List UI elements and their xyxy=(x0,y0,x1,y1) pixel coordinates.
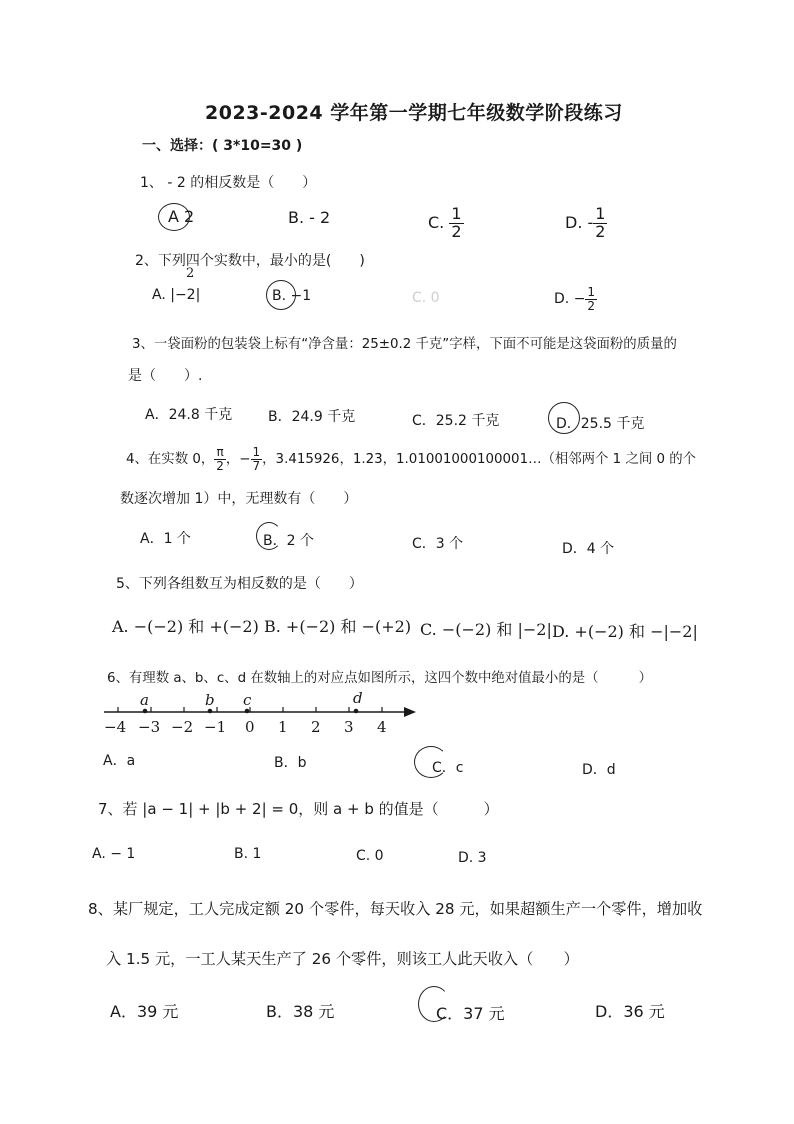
tick-label: −1 xyxy=(204,718,227,736)
tick-label: 2 xyxy=(311,718,321,736)
q7-option-a[interactable]: A. − 1 xyxy=(92,846,136,862)
q2-option-c[interactable]: C. 0 xyxy=(412,290,440,306)
point-label-c: c xyxy=(243,691,252,709)
q8-option-d[interactable]: D．36 元 xyxy=(595,1002,665,1021)
numerator: 1 xyxy=(252,445,261,459)
q7-option-b[interactable]: B. 1 xyxy=(234,846,262,862)
handwritten-mark: 2 xyxy=(186,266,195,281)
tick-label: −4 xyxy=(104,718,127,736)
q2-option-d[interactable] xyxy=(554,286,597,312)
page-title: 2023-2024 学年第一学期七年级数学阶段练习 xyxy=(205,102,623,124)
q4-option-d[interactable]: D．4 个 xyxy=(562,541,615,557)
minus-sign: - xyxy=(587,212,594,232)
q5-option-d[interactable]: D. +(−2) 和 −|−2| xyxy=(552,622,698,641)
point-d xyxy=(354,709,359,714)
point-label-d: d xyxy=(353,689,363,707)
q3-option-c[interactable]: C．25.2 千克 xyxy=(412,413,500,429)
q4-option-a[interactable]: A．1 个 xyxy=(140,531,191,547)
q6-option-c[interactable]: C．c xyxy=(432,760,464,776)
option-letter: C. xyxy=(428,212,445,232)
q4-stem-start: 4、在实数 0， xyxy=(126,452,215,468)
q4-stem xyxy=(126,446,696,472)
q2-stem: 2、下列四个实数中，最小的是( ) xyxy=(135,253,365,269)
fraction xyxy=(214,446,226,472)
q4-option-b[interactable]: B．2 个 xyxy=(263,533,314,549)
q3-option-d[interactable]: D．25.5 千克 xyxy=(556,416,645,432)
q8-stem-cont: 入 1.5 元，一工人某天生产了 26 个零件，则该工人此天收入（ ） xyxy=(106,950,579,968)
q1-option-d[interactable] xyxy=(565,206,607,241)
numerator: 1 xyxy=(587,285,596,299)
q8-option-b[interactable]: B．38 元 xyxy=(266,1002,335,1021)
q8-stem: 8、某厂规定，工人完成定额 20 个零件，每天收入 28 元，如果超额生产一个零件，增加收 xyxy=(88,900,703,918)
q1-option-a[interactable]: A 2 xyxy=(168,207,195,226)
axis-arrow xyxy=(404,707,416,717)
denominator: 2 xyxy=(595,221,606,241)
option-letter: D. xyxy=(554,291,570,308)
q4-option-c[interactable]: C．3 个 xyxy=(412,536,464,552)
q3-option-a[interactable]: A．24.8 千克 xyxy=(145,407,233,423)
q3-option-b[interactable]: B．24.9 千克 xyxy=(268,409,356,425)
q1-stem: 1、 - 2 的相反数是（ ） xyxy=(140,175,317,191)
q1-option-c[interactable] xyxy=(428,206,464,241)
minus-sign: − xyxy=(573,291,586,308)
fraction xyxy=(593,206,607,241)
tick-label: 4 xyxy=(377,718,387,736)
q4-stem-cont: 数逐次增加 1）中，无理数有（ ） xyxy=(120,491,358,507)
denominator: 7 xyxy=(252,458,261,473)
q1-option-b[interactable]: B. - 2 xyxy=(288,208,331,227)
fraction xyxy=(251,446,263,472)
q8-option-a[interactable]: A．39 元 xyxy=(110,1002,179,1021)
option-letter: D. xyxy=(565,212,583,232)
fraction xyxy=(585,286,597,312)
q3-stem-cont: 是（ ）. xyxy=(128,368,203,384)
q6-option-b[interactable]: B．b xyxy=(274,755,307,771)
q6-option-a[interactable]: A．a xyxy=(103,753,136,769)
q5-stem: 5、下列各组数互为相反数的是（ ） xyxy=(116,576,363,592)
denominator: 2 xyxy=(451,221,462,241)
q6-stem: 6、有理数 a、b、c、d 在数轴上的对应点如图所示，这四个数中绝对值最小的是（ ） xyxy=(107,671,653,686)
point-label-a: a xyxy=(140,691,149,709)
denominator: 2 xyxy=(587,298,596,313)
q3-stem: 3、一袋面粉的包装袋上标有“净含量：25±0.2 千克”字样，下面不可能是这袋面粉的质量的 xyxy=(132,337,677,352)
tick-label: −2 xyxy=(171,718,194,736)
section-header: 一、选择：( 3*10=30 ) xyxy=(142,138,303,154)
q5-option-c[interactable]: C. −(−2) 和 |−2| xyxy=(420,620,552,639)
q8-option-c[interactable]: C．37 元 xyxy=(436,1004,505,1023)
q5-option-b[interactable]: B. +(−2) 和 −(+2) xyxy=(264,617,412,636)
q2-option-a[interactable]: A. |−2| xyxy=(152,287,201,303)
numerator: π xyxy=(214,446,226,460)
numerator: 1 xyxy=(451,204,462,223)
point-a xyxy=(143,709,148,714)
q7-option-c[interactable]: C. 0 xyxy=(356,848,384,864)
q7-option-d[interactable]: D. 3 xyxy=(458,850,487,866)
q6-option-d[interactable]: D．d xyxy=(582,762,616,778)
tick-label: 1 xyxy=(278,718,288,736)
q5-option-a[interactable]: A. −(−2) 和 +(−2) xyxy=(112,617,259,636)
point-b xyxy=(208,709,213,714)
q4-stem-mid: ，− xyxy=(225,452,251,468)
fraction xyxy=(449,206,463,241)
q2-option-b[interactable]: B. −1 xyxy=(272,288,312,304)
q7-stem: 7、若 |a − 1| + |b + 2| = 0，则 a + b 的值是（ ） xyxy=(98,800,499,818)
denominator: 2 xyxy=(216,458,224,473)
tick-label: 3 xyxy=(344,718,354,736)
tick-label: −3 xyxy=(138,718,161,736)
q4-stem-end: ，3.415926，1.2̇3̇，1.01001000100001…（相邻两个 1 之间 0 的个 xyxy=(262,452,697,468)
point-c xyxy=(245,709,250,714)
tick-label: 0 xyxy=(245,718,255,736)
numerator: 1 xyxy=(595,204,606,223)
point-label-b: b xyxy=(205,691,215,709)
